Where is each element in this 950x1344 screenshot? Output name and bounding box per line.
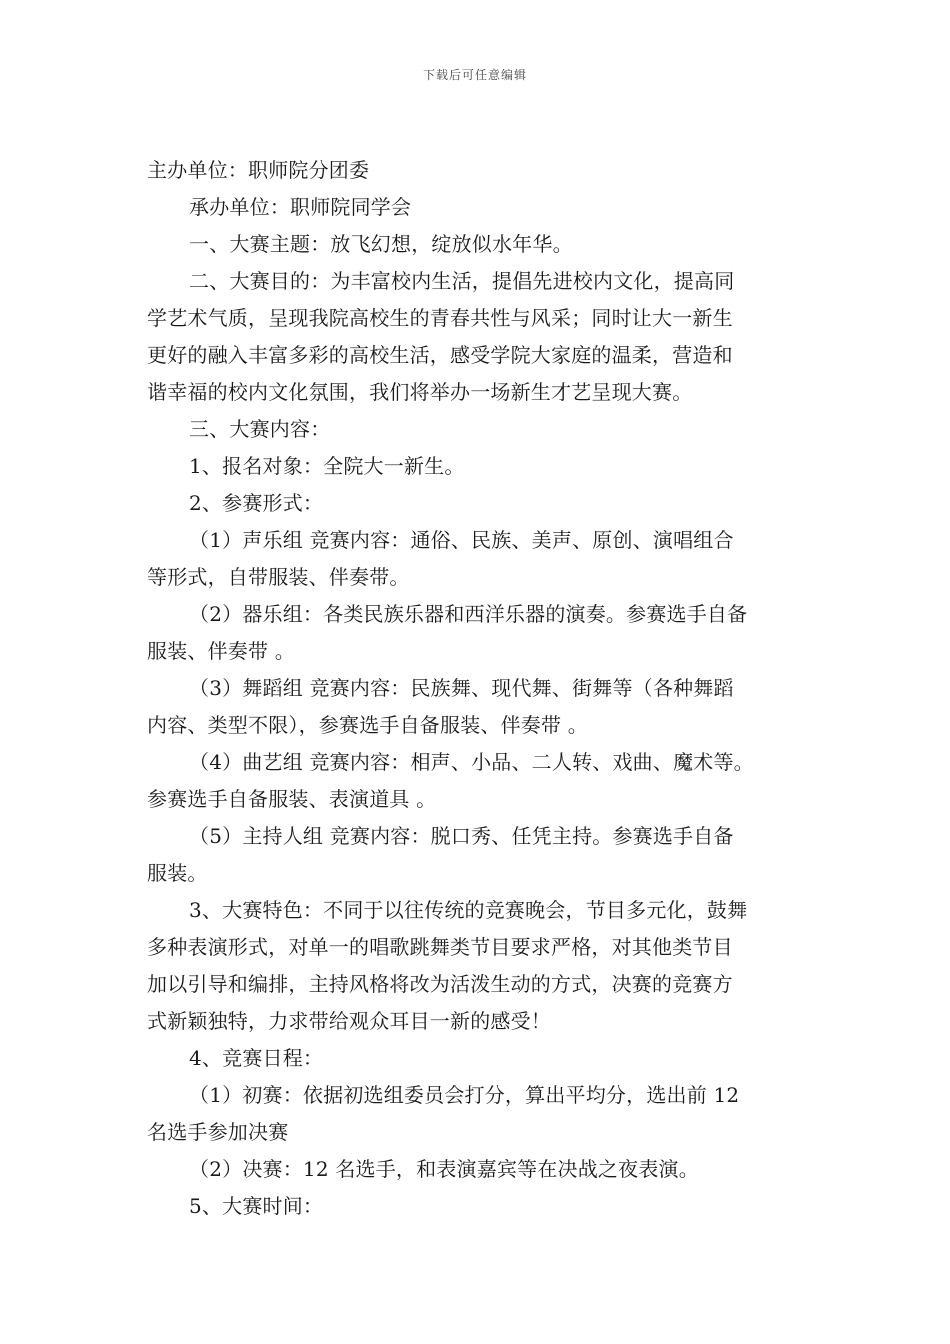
text-line: 一、大赛主题：放飞幻想，绽放似水年华。 [189,232,573,256]
text-line: 2、参赛形式： [189,491,324,515]
text-line: 服装、伴奏带 。 [147,639,295,663]
text-line: 式新颖独特，力求带给观众耳目一新的感受！ [147,1009,551,1033]
text-line: 3、大赛特色：不同于以往传统的竞赛晚会，节目多元化，鼓舞 [189,898,748,922]
text-line: 名选手参加决赛 [147,1120,289,1144]
text-line: 内容、类型不限），参赛选手自备服装、伴奏带 。 [147,713,588,737]
text-line: 参赛选手自备服装、表演道具 。 [147,787,437,811]
text-line: 5、大赛时间： [189,1194,324,1218]
text-line: 服装。 [147,861,208,885]
text-line: （4）曲艺组 竞赛内容：相声、小品、二人转、戏曲、魔术等。 [189,750,754,774]
text-line: （5）主持人组 竞赛内容：脱口秀、任凭主持。参赛选手自备 [189,824,734,848]
page-header: 下载后可任意编辑 [422,68,527,82]
text-line: 三、大赛内容： [189,417,331,441]
text-line: 等形式，自带服装、伴奏带。 [147,565,410,589]
text-line: （2）决赛：12 名选手，和表演嘉宾等在决战之夜表演。 [189,1157,699,1181]
document-body [147,152,807,1225]
text-line: 1、报名对象：全院大一新生。 [189,454,465,478]
text-line: 多种表演形式，对单一的唱歌跳舞类节目要求严格，对其他类节目 [147,935,733,959]
text-line: 更好的融入丰富多彩的高校生活，感受学院大家庭的温柔，营造和 [147,343,733,367]
text-line: 4、竞赛日程： [189,1046,324,1070]
text-line: 主办单位：职师院分团委 [147,158,370,182]
text-line: 承办单位：职师院同学会 [189,195,412,219]
text-line: （2）器乐组：各类民族乐器和西洋乐器的演奏。参赛选手自备 [189,602,748,626]
text-line: （1）初赛：依据初选组委员会打分，算出平均分，选出前 12 [189,1083,740,1107]
text-line: （3）舞蹈组 竞赛内容：民族舞、现代舞、街舞等（各种舞蹈 [189,676,734,700]
text-line: 学艺术气质，呈现我院高校生的青春共性与风采；同时让大一新生 [147,306,733,330]
text-line: 加以引导和编排，主持风格将改为活泼生动的方式，决赛的竞赛方 [147,972,733,996]
text-line: （1）声乐组 竞赛内容：通俗、民族、美声、原创、演唱组合 [189,528,734,552]
text-line: 谐幸福的校内文化氛围，我们将举办一场新生才艺呈现大赛。 [147,380,693,404]
text-line: 二、大赛目的：为丰富校内生活，提倡先进校内文化，提高同 [189,269,735,293]
